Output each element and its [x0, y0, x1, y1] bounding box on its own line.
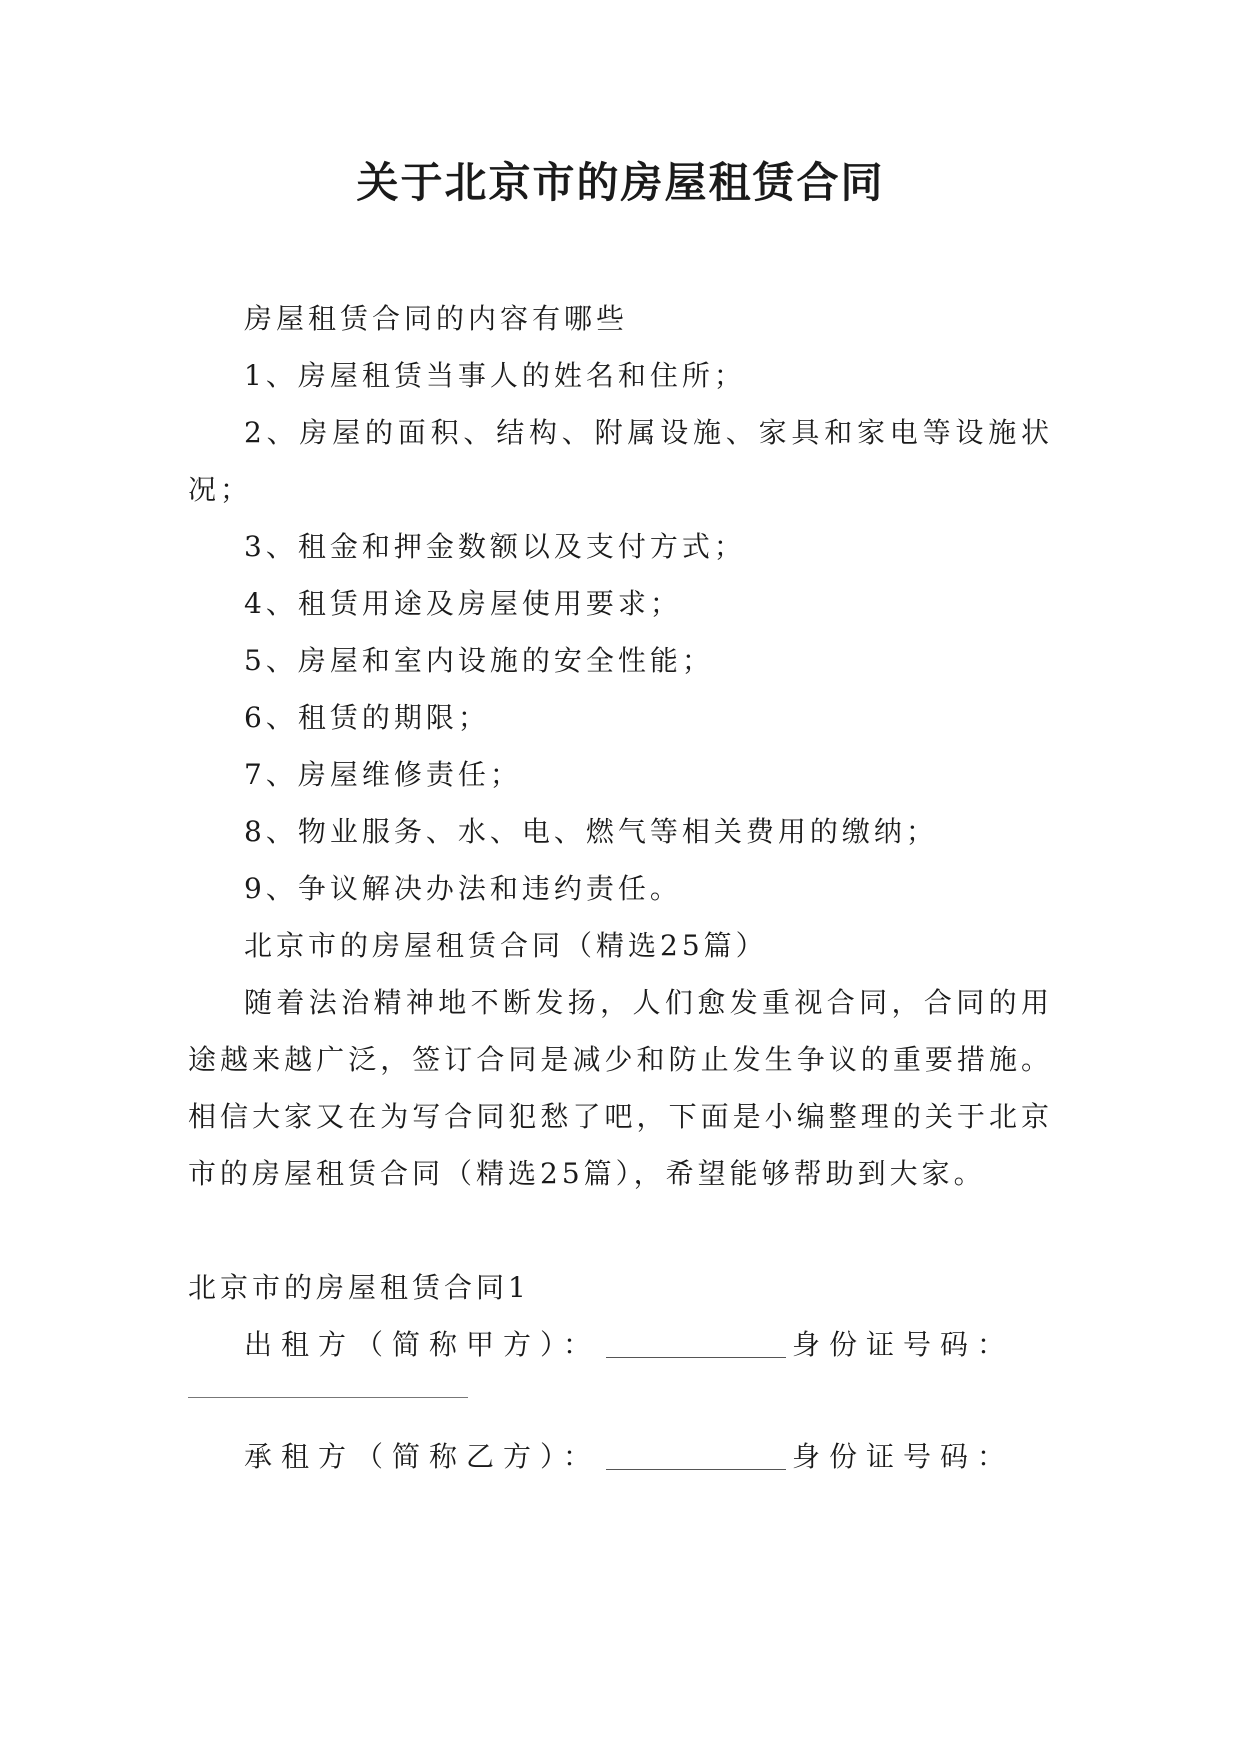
lessee-id-label: 身份证号码：: [792, 1440, 1015, 1473]
paragraph: 9、争议解决办法和违约责任。: [244, 872, 682, 905]
lessor-id-label: 身份证号码：: [792, 1328, 1015, 1361]
paragraph: 房屋租赁合同的内容有哪些: [244, 302, 629, 335]
lessor-row: [188, 1316, 1053, 1373]
lessee-name-blank: [606, 1431, 786, 1470]
paragraph: 4、租赁用途及房屋使用要求；: [244, 587, 682, 620]
section-heading: 北京市的房屋租赁合同1: [188, 1271, 530, 1304]
document-body: [188, 290, 1053, 1485]
lessee-row: [188, 1428, 1053, 1485]
lessor-label: 出租方（简称甲方）：: [244, 1328, 601, 1361]
paragraph: 1、房屋租赁当事人的姓名和住所；: [244, 359, 746, 392]
lessor-id-blank: [188, 1377, 468, 1398]
spacer: [188, 1202, 1053, 1259]
paragraph: 7、房屋维修责任；: [244, 758, 522, 791]
paragraph: 6、租赁的期限；: [244, 701, 490, 734]
paragraph: 随着法治精神地不断发扬，人们愈发重视合同，合同的用途越来越广泛，签订合同是减少和防止发生争议的重要措施。相信大家又在为写合同犯愁了吧，下面是小编整理的关于北京市的房屋租赁合同（精选25篇），希望能够帮助到大家。: [188, 986, 1053, 1190]
paragraph: 北京市的房屋租赁合同（精选25篇）: [244, 929, 768, 962]
paragraph: 2、房屋的面积、结构、附属设施、家具和家电等设施状况；: [188, 416, 1053, 506]
document-title: 关于北京市的房屋租赁合同: [356, 158, 885, 207]
paragraph: 8、物业服务、水、电、燃气等相关费用的缴纳；: [244, 815, 938, 848]
paragraph: 5、房屋和室内设施的安全性能；: [244, 644, 714, 677]
paragraph: 3、租金和押金数额以及支付方式；: [244, 530, 746, 563]
lessee-label: 承租方（简称乙方）：: [244, 1440, 601, 1473]
lessor-name-blank: [606, 1319, 786, 1358]
